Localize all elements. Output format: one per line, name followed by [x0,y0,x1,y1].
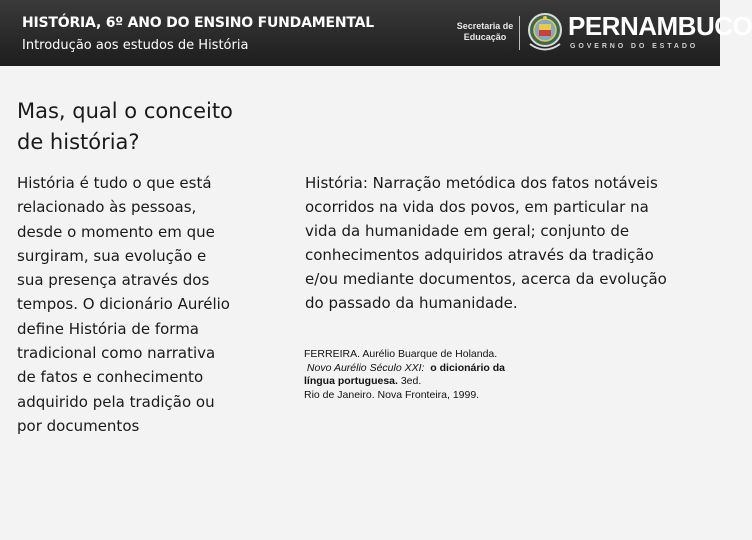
brand-name: PERNAMBUCO [568,11,752,41]
reference-edition: 3ed. [400,375,422,387]
reference-book-bold-1: o dicionário da [430,361,505,374]
reference-publisher: Rio de Janeiro. Nova Fronteira, 1999. [304,388,480,401]
course-subtitle: Introdução aos estudos de História [22,38,249,53]
left-column-text: História é tudo o que está relacionado às pessoas, desde o momento em que surgiram, sua evolução e sua presença através dos tempos. O dicionário Aurélio define História de forma tradicional como narrativa de fatos e conhecimento adquirido pela tradição ou por documentos [17,174,230,435]
secretaria-line-1: Secretaria de [456,21,514,31]
reference-title-line [304,362,564,376]
slide-title [17,96,317,158]
header-divider [519,16,520,50]
reference-book-italic: Novo Aurélio Século XXI: [306,361,425,374]
bibliographic-reference [304,348,564,402]
slide-title-line-2: de história? [17,130,140,154]
reference-author: FERREIRA. Aurélio Buarque de Holanda. [304,348,498,360]
right-column-definition: História: Narração metódica dos fatos notáveis ocorridos na vida dos povos, em particular na vida da humanidade em geral; conjunto de conhecimentos adquiridos através da tradição e/ou mediante documentos, acerca da evolução do passado da humanidade. [305,174,667,312]
secretaria-line-2: Educação [463,32,507,42]
state-crest-icon [525,11,565,55]
course-title: HISTÓRIA, 6º ANO DO ENSINO FUNDAMENTAL [22,15,374,31]
slide-title-line-1: Mas, qual o conceito [17,99,233,123]
reference-book-bold-2: língua portuguesa. [304,375,398,387]
secretaria-label [455,21,515,43]
brand-subtitle: GOVERNO DO ESTADO [570,43,699,50]
reference-title-line-2 [304,375,564,389]
header-bar [0,0,752,66]
